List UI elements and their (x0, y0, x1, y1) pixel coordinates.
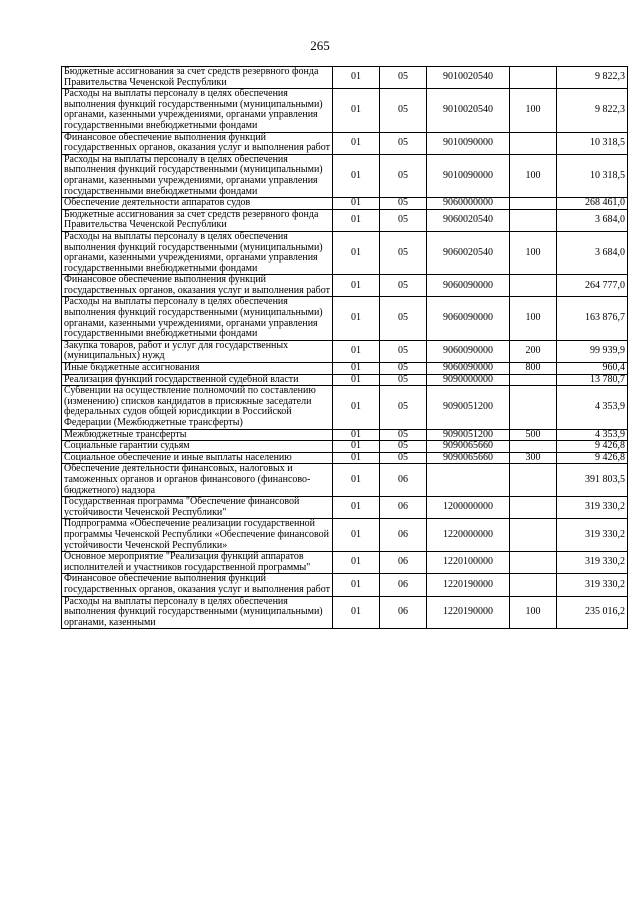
table-row (62, 89, 628, 132)
section-code-cell: 01 (333, 363, 380, 375)
section-code-cell: 01 (333, 497, 380, 519)
amount-cell: 319 330,2 (557, 519, 628, 552)
target-article-cell: 1200000000 (427, 497, 510, 519)
target-article-cell: 9060090000 (427, 363, 510, 375)
section-code-cell: 01 (333, 67, 380, 89)
expense-name-cell: Основное мероприятие "Реализация функций аппаратов исполнителей и участников государственной программы" (62, 552, 333, 574)
amount-cell: 235 016,2 (557, 596, 628, 629)
expense-type-cell: 100 (510, 154, 557, 197)
amount-cell: 391 803,5 (557, 464, 628, 497)
expense-name-cell: Межбюджетные трансферты (62, 429, 333, 441)
section-code-cell: 01 (333, 429, 380, 441)
section-code-cell: 01 (333, 89, 380, 132)
section-code-cell: 01 (333, 464, 380, 497)
table-row (62, 132, 628, 154)
table-row (62, 340, 628, 362)
section-code-cell: 01 (333, 231, 380, 274)
target-article-cell: 9090051200 (427, 386, 510, 429)
target-article-cell: 9090065660 (427, 452, 510, 464)
expense-type-cell (510, 132, 557, 154)
table-row (62, 275, 628, 297)
table-row (62, 441, 628, 453)
table-row (62, 464, 628, 497)
subsection-code-cell: 05 (380, 67, 427, 89)
table-row (62, 574, 628, 596)
expense-type-cell (510, 386, 557, 429)
amount-cell: 163 876,7 (557, 297, 628, 340)
section-code-cell: 01 (333, 209, 380, 231)
expense-name-cell: Расходы на выплаты персоналу в целях обеспечения выполнения функций государственными (муниципальными) органами, казенными учреждениями, органами управления государственными внебюджетными фондами (62, 297, 333, 340)
expense-name-cell: Финансовое обеспечение выполнения функций государственных органов, оказания услуг и выполнения работ (62, 275, 333, 297)
target-article-cell: 1220190000 (427, 596, 510, 629)
expense-type-cell: 200 (510, 340, 557, 362)
section-code-cell: 01 (333, 441, 380, 453)
expense-name-cell: Иные бюджетные ассигнования (62, 363, 333, 375)
section-code-cell: 01 (333, 275, 380, 297)
expense-type-cell (510, 374, 557, 386)
amount-cell: 13 780,7 (557, 374, 628, 386)
expense-name-cell: Финансовое обеспечение выполнения функций государственных органов, оказания услуг и выполнения работ (62, 574, 333, 596)
expense-name-cell: Обеспечение деятельности аппаратов судов (62, 198, 333, 210)
subsection-code-cell: 05 (380, 441, 427, 453)
amount-cell: 3 684,0 (557, 209, 628, 231)
subsection-code-cell: 05 (380, 231, 427, 274)
table-row (62, 209, 628, 231)
table-row (62, 154, 628, 197)
subsection-code-cell: 05 (380, 429, 427, 441)
expense-type-cell (510, 552, 557, 574)
target-article-cell: 9090051200 (427, 429, 510, 441)
amount-cell: 9 822,3 (557, 67, 628, 89)
amount-cell: 3 684,0 (557, 231, 628, 274)
subsection-code-cell: 05 (380, 132, 427, 154)
amount-cell: 9 822,3 (557, 89, 628, 132)
subsection-code-cell: 05 (380, 154, 427, 197)
expense-type-cell: 800 (510, 363, 557, 375)
expense-name-cell: Бюджетные ассигнования за счет средств резервного фонда Правительства Чеченской Республики (62, 67, 333, 89)
amount-cell: 99 939,9 (557, 340, 628, 362)
target-article-cell: 1220100000 (427, 552, 510, 574)
section-code-cell: 01 (333, 596, 380, 629)
expense-name-cell: Закупка товаров, работ и услуг для государственных (муниципальных) нужд (62, 340, 333, 362)
amount-cell: 10 318,5 (557, 132, 628, 154)
expense-name-cell: Подпрограмма «Обеспечение реализации государственной программы Чеченской Республики «Обеспечение финансовой устойчивости Чеченской Республики» (62, 519, 333, 552)
subsection-code-cell: 06 (380, 596, 427, 629)
target-article-cell: 1220190000 (427, 574, 510, 596)
subsection-code-cell: 05 (380, 386, 427, 429)
expense-type-cell (510, 574, 557, 596)
subsection-code-cell: 05 (380, 363, 427, 375)
subsection-code-cell: 05 (380, 89, 427, 132)
target-article-cell: 9060090000 (427, 297, 510, 340)
amount-cell: 10 318,5 (557, 154, 628, 197)
amount-cell: 319 330,2 (557, 574, 628, 596)
subsection-code-cell: 06 (380, 497, 427, 519)
amount-cell: 960,4 (557, 363, 628, 375)
target-article-cell: 9090065660 (427, 441, 510, 453)
section-code-cell: 01 (333, 386, 380, 429)
table-row (62, 297, 628, 340)
expense-name-cell: Социальное обеспечение и иные выплаты населению (62, 452, 333, 464)
subsection-code-cell: 05 (380, 374, 427, 386)
subsection-code-cell: 05 (380, 198, 427, 210)
table-row (62, 67, 628, 89)
section-code-cell: 01 (333, 297, 380, 340)
budget-table-body (62, 67, 628, 629)
expense-name-cell: Субвенции на осуществление полномочий по составлению (изменению) списков кандидатов в присяжные заседатели федеральных судов общей юрисдикции в Российской Федерации (Межбюджетные трансферты) (62, 386, 333, 429)
target-article-cell: 9010090000 (427, 132, 510, 154)
expense-type-cell (510, 198, 557, 210)
table-row (62, 552, 628, 574)
subsection-code-cell: 06 (380, 519, 427, 552)
amount-cell: 4 353,9 (557, 386, 628, 429)
budget-table (61, 66, 628, 629)
target-article-cell: 9010020540 (427, 89, 510, 132)
table-row (62, 497, 628, 519)
section-code-cell: 01 (333, 374, 380, 386)
section-code-cell: 01 (333, 154, 380, 197)
subsection-code-cell: 05 (380, 297, 427, 340)
amount-cell: 268 461,0 (557, 198, 628, 210)
target-article-cell: 9010090000 (427, 154, 510, 197)
table-row (62, 429, 628, 441)
expense-name-cell: Расходы на выплаты персоналу в целях обеспечения выполнения функций государственными (муниципальными) органами, казенными (62, 596, 333, 629)
expense-name-cell: Финансовое обеспечение выполнения функций государственных органов, оказания услуг и выполнения работ (62, 132, 333, 154)
table-row (62, 596, 628, 629)
expense-type-cell (510, 441, 557, 453)
table-row (62, 519, 628, 552)
section-code-cell: 01 (333, 132, 380, 154)
amount-cell: 4 353,9 (557, 429, 628, 441)
table-row (62, 386, 628, 429)
expense-type-cell: 100 (510, 596, 557, 629)
expense-name-cell: Расходы на выплаты персоналу в целях обеспечения выполнения функций государственными (муниципальными) органами, казенными учреждениями, органами управления государственными внебюджетными фондами (62, 89, 333, 132)
table-row (62, 363, 628, 375)
subsection-code-cell: 05 (380, 209, 427, 231)
section-code-cell: 01 (333, 574, 380, 596)
expense-type-cell: 100 (510, 297, 557, 340)
expense-type-cell (510, 464, 557, 497)
table-row (62, 374, 628, 386)
expense-name-cell: Обеспечение деятельности финансовых, налоговых и таможенных органов и органов финансового (финансово-бюджетного) надзора (62, 464, 333, 497)
expense-name-cell: Реализация функций государственной судебной власти (62, 374, 333, 386)
expense-type-cell (510, 67, 557, 89)
section-code-cell: 01 (333, 519, 380, 552)
expense-name-cell: Государственная программа "Обеспечение финансовой устойчивости Чеченской Республики" (62, 497, 333, 519)
target-article-cell: 9060090000 (427, 275, 510, 297)
expense-type-cell: 100 (510, 89, 557, 132)
section-code-cell: 01 (333, 198, 380, 210)
target-article-cell: 9060020540 (427, 209, 510, 231)
amount-cell: 9 426,8 (557, 452, 628, 464)
subsection-code-cell: 06 (380, 464, 427, 497)
expense-name-cell: Расходы на выплаты персоналу в целях обеспечения выполнения функций государственными (муниципальными) органами, казенными учреждениями, органами управления государственными внебюджетными фондами (62, 154, 333, 197)
expense-name-cell: Социальные гарантии судьям (62, 441, 333, 453)
expense-type-cell (510, 519, 557, 552)
amount-cell: 319 330,2 (557, 552, 628, 574)
subsection-code-cell: 06 (380, 574, 427, 596)
subsection-code-cell: 05 (380, 452, 427, 464)
page-number: 265 (310, 38, 330, 53)
expense-type-cell (510, 497, 557, 519)
expense-type-cell: 300 (510, 452, 557, 464)
target-article-cell: 9060020540 (427, 231, 510, 274)
table-row (62, 452, 628, 464)
section-code-cell: 01 (333, 452, 380, 464)
amount-cell: 319 330,2 (557, 497, 628, 519)
subsection-code-cell: 05 (380, 340, 427, 362)
subsection-code-cell: 05 (380, 275, 427, 297)
expense-name-cell: Расходы на выплаты персоналу в целях обеспечения выполнения функций государственными (муниципальными) органами, казенными учреждениями, органами управления государственными внебюджетными фондами (62, 231, 333, 274)
section-code-cell: 01 (333, 552, 380, 574)
expense-type-cell (510, 209, 557, 231)
target-article-cell: 9060000000 (427, 198, 510, 210)
expense-name-cell: Бюджетные ассигнования за счет средств резервного фонда Правительства Чеченской Республики (62, 209, 333, 231)
amount-cell: 264 777,0 (557, 275, 628, 297)
expense-type-cell (510, 275, 557, 297)
table-row (62, 231, 628, 274)
target-article-cell: 9090000000 (427, 374, 510, 386)
table-row (62, 198, 628, 210)
expense-type-cell: 500 (510, 429, 557, 441)
target-article-cell: 9010020540 (427, 67, 510, 89)
expense-type-cell: 100 (510, 231, 557, 274)
subsection-code-cell: 06 (380, 552, 427, 574)
target-article-cell: 9060090000 (427, 340, 510, 362)
target-article-cell: 1220000000 (427, 519, 510, 552)
target-article-cell (427, 464, 510, 497)
section-code-cell: 01 (333, 340, 380, 362)
amount-cell: 9 426,8 (557, 441, 628, 453)
